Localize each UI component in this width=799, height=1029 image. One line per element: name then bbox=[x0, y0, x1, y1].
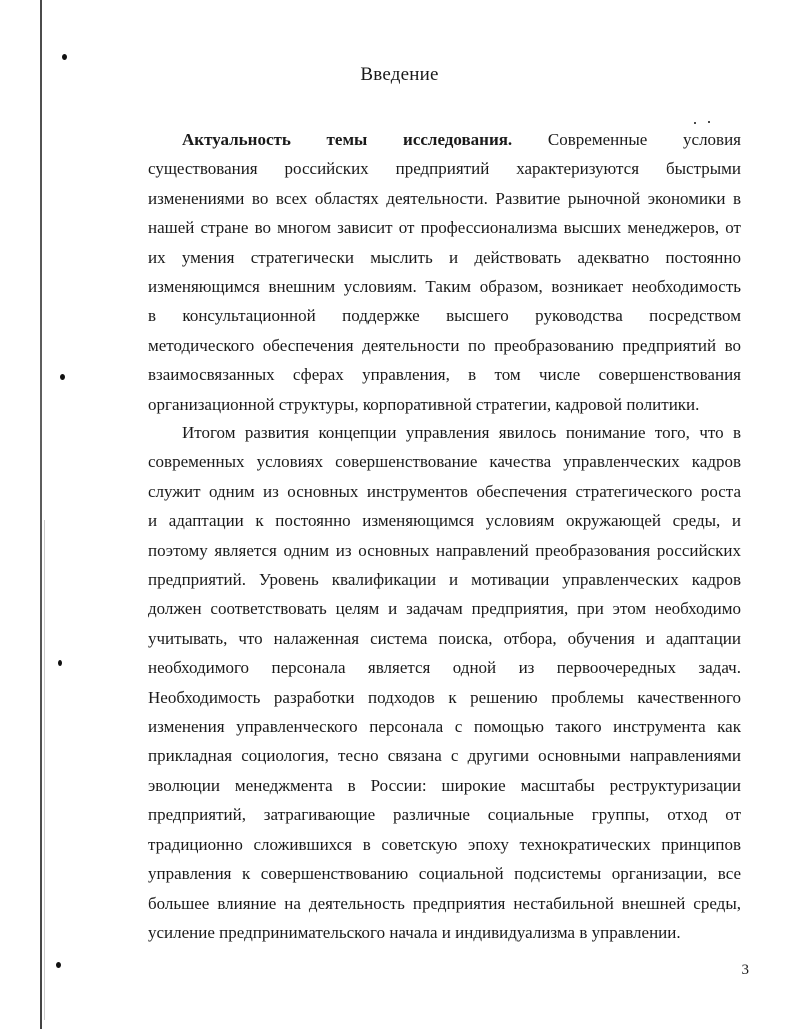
text-line: в консультационной поддержке высшего руководства посредством bbox=[148, 306, 741, 326]
text-line: учитывать, что налаженная система поиска, отбора, обучения и адаптации bbox=[148, 628, 741, 648]
paragraph-relevance bbox=[148, 125, 741, 419]
scan-left-edge bbox=[40, 0, 42, 1029]
text-line: изменяющимся внешним условиям. Таким образом, возникает необходимость bbox=[148, 277, 741, 297]
text-line: управления к совершенствованию социальной подсистемы организации, все bbox=[148, 864, 741, 884]
scan-speck bbox=[58, 660, 62, 666]
text-line: традиционно сложившихся в советскую эпоху технократических принципов bbox=[148, 834, 741, 854]
text-line: организационной структуры, корпоративной стратегии, кадровой политики. bbox=[148, 394, 700, 414]
lead-bold-phrase: Актуальность темы исследования. bbox=[182, 130, 513, 149]
text-line: существования российских предприятий характеризуются быстрыми bbox=[148, 159, 741, 179]
text-line: поэтому является одним из основных направлений преобразования российских bbox=[148, 540, 741, 560]
text-line: Актуальность темы исследования. Современные условия bbox=[182, 130, 742, 149]
text-line: служит одним из основных инструментов обеспечения стратегического роста bbox=[148, 481, 741, 501]
text-line: усиление предпринимательского начала и индивидуализма в управлении. bbox=[148, 922, 681, 942]
text-line: должен соответствовать целям и задачам предприятия, при этом необходимо bbox=[148, 599, 741, 619]
text-line: прикладная социология, тесно связана с другими основными направлениями bbox=[148, 746, 741, 766]
text-line: современных условиях совершенствование качества управленческих кадров bbox=[148, 452, 741, 472]
text-line: необходимого персонала является одной из первоочередных задач. bbox=[148, 658, 741, 678]
scan-speck bbox=[694, 122, 696, 124]
text-line: предприятий, затрагивающие различные социальные группы, отход от bbox=[148, 805, 741, 825]
text-line: методического обеспечения деятельности по преобразованию предприятий во bbox=[148, 335, 741, 355]
scan-left-edge-thin bbox=[44, 520, 45, 1020]
scan-speck bbox=[56, 962, 61, 968]
text-line: Итогом развития концепции управления явилось понимание того, что в bbox=[182, 423, 741, 442]
paragraph-management-concept bbox=[148, 418, 741, 947]
scan-speck bbox=[708, 121, 710, 123]
scan-speck bbox=[60, 374, 65, 380]
text-line: изменения управленческого персонала с помощью такого инструмента как bbox=[148, 717, 741, 737]
page-number: 3 bbox=[741, 962, 749, 978]
text-line: нашей стране во многом зависит от профессионализма высших менеджеров, от bbox=[148, 218, 741, 238]
text-line: их умения стратегически мыслить и действовать адекватно постоянно bbox=[148, 247, 741, 267]
text-line: эволюции менеджмента в России: широкие масштабы реструктуризации bbox=[148, 775, 741, 795]
page-title: Введение bbox=[360, 64, 439, 85]
text-line: Необходимость разработки подходов к решению проблемы качественного bbox=[148, 687, 741, 707]
text-line: взаимосвязанных сферах управления, в том числе совершенствования bbox=[148, 365, 741, 385]
scan-speck bbox=[62, 54, 67, 60]
text-line: и адаптации к постоянно изменяющимся условиям окружающей среды, и bbox=[148, 511, 741, 531]
text-line: предприятий. Уровень квалификации и мотивации управленческих кадров bbox=[148, 570, 741, 590]
text-line: большее влияние на деятельность предприятия нестабильной внешней среды, bbox=[148, 893, 741, 913]
text-line: изменениями во всех областях деятельности. Развитие рыночной экономики в bbox=[148, 188, 741, 208]
